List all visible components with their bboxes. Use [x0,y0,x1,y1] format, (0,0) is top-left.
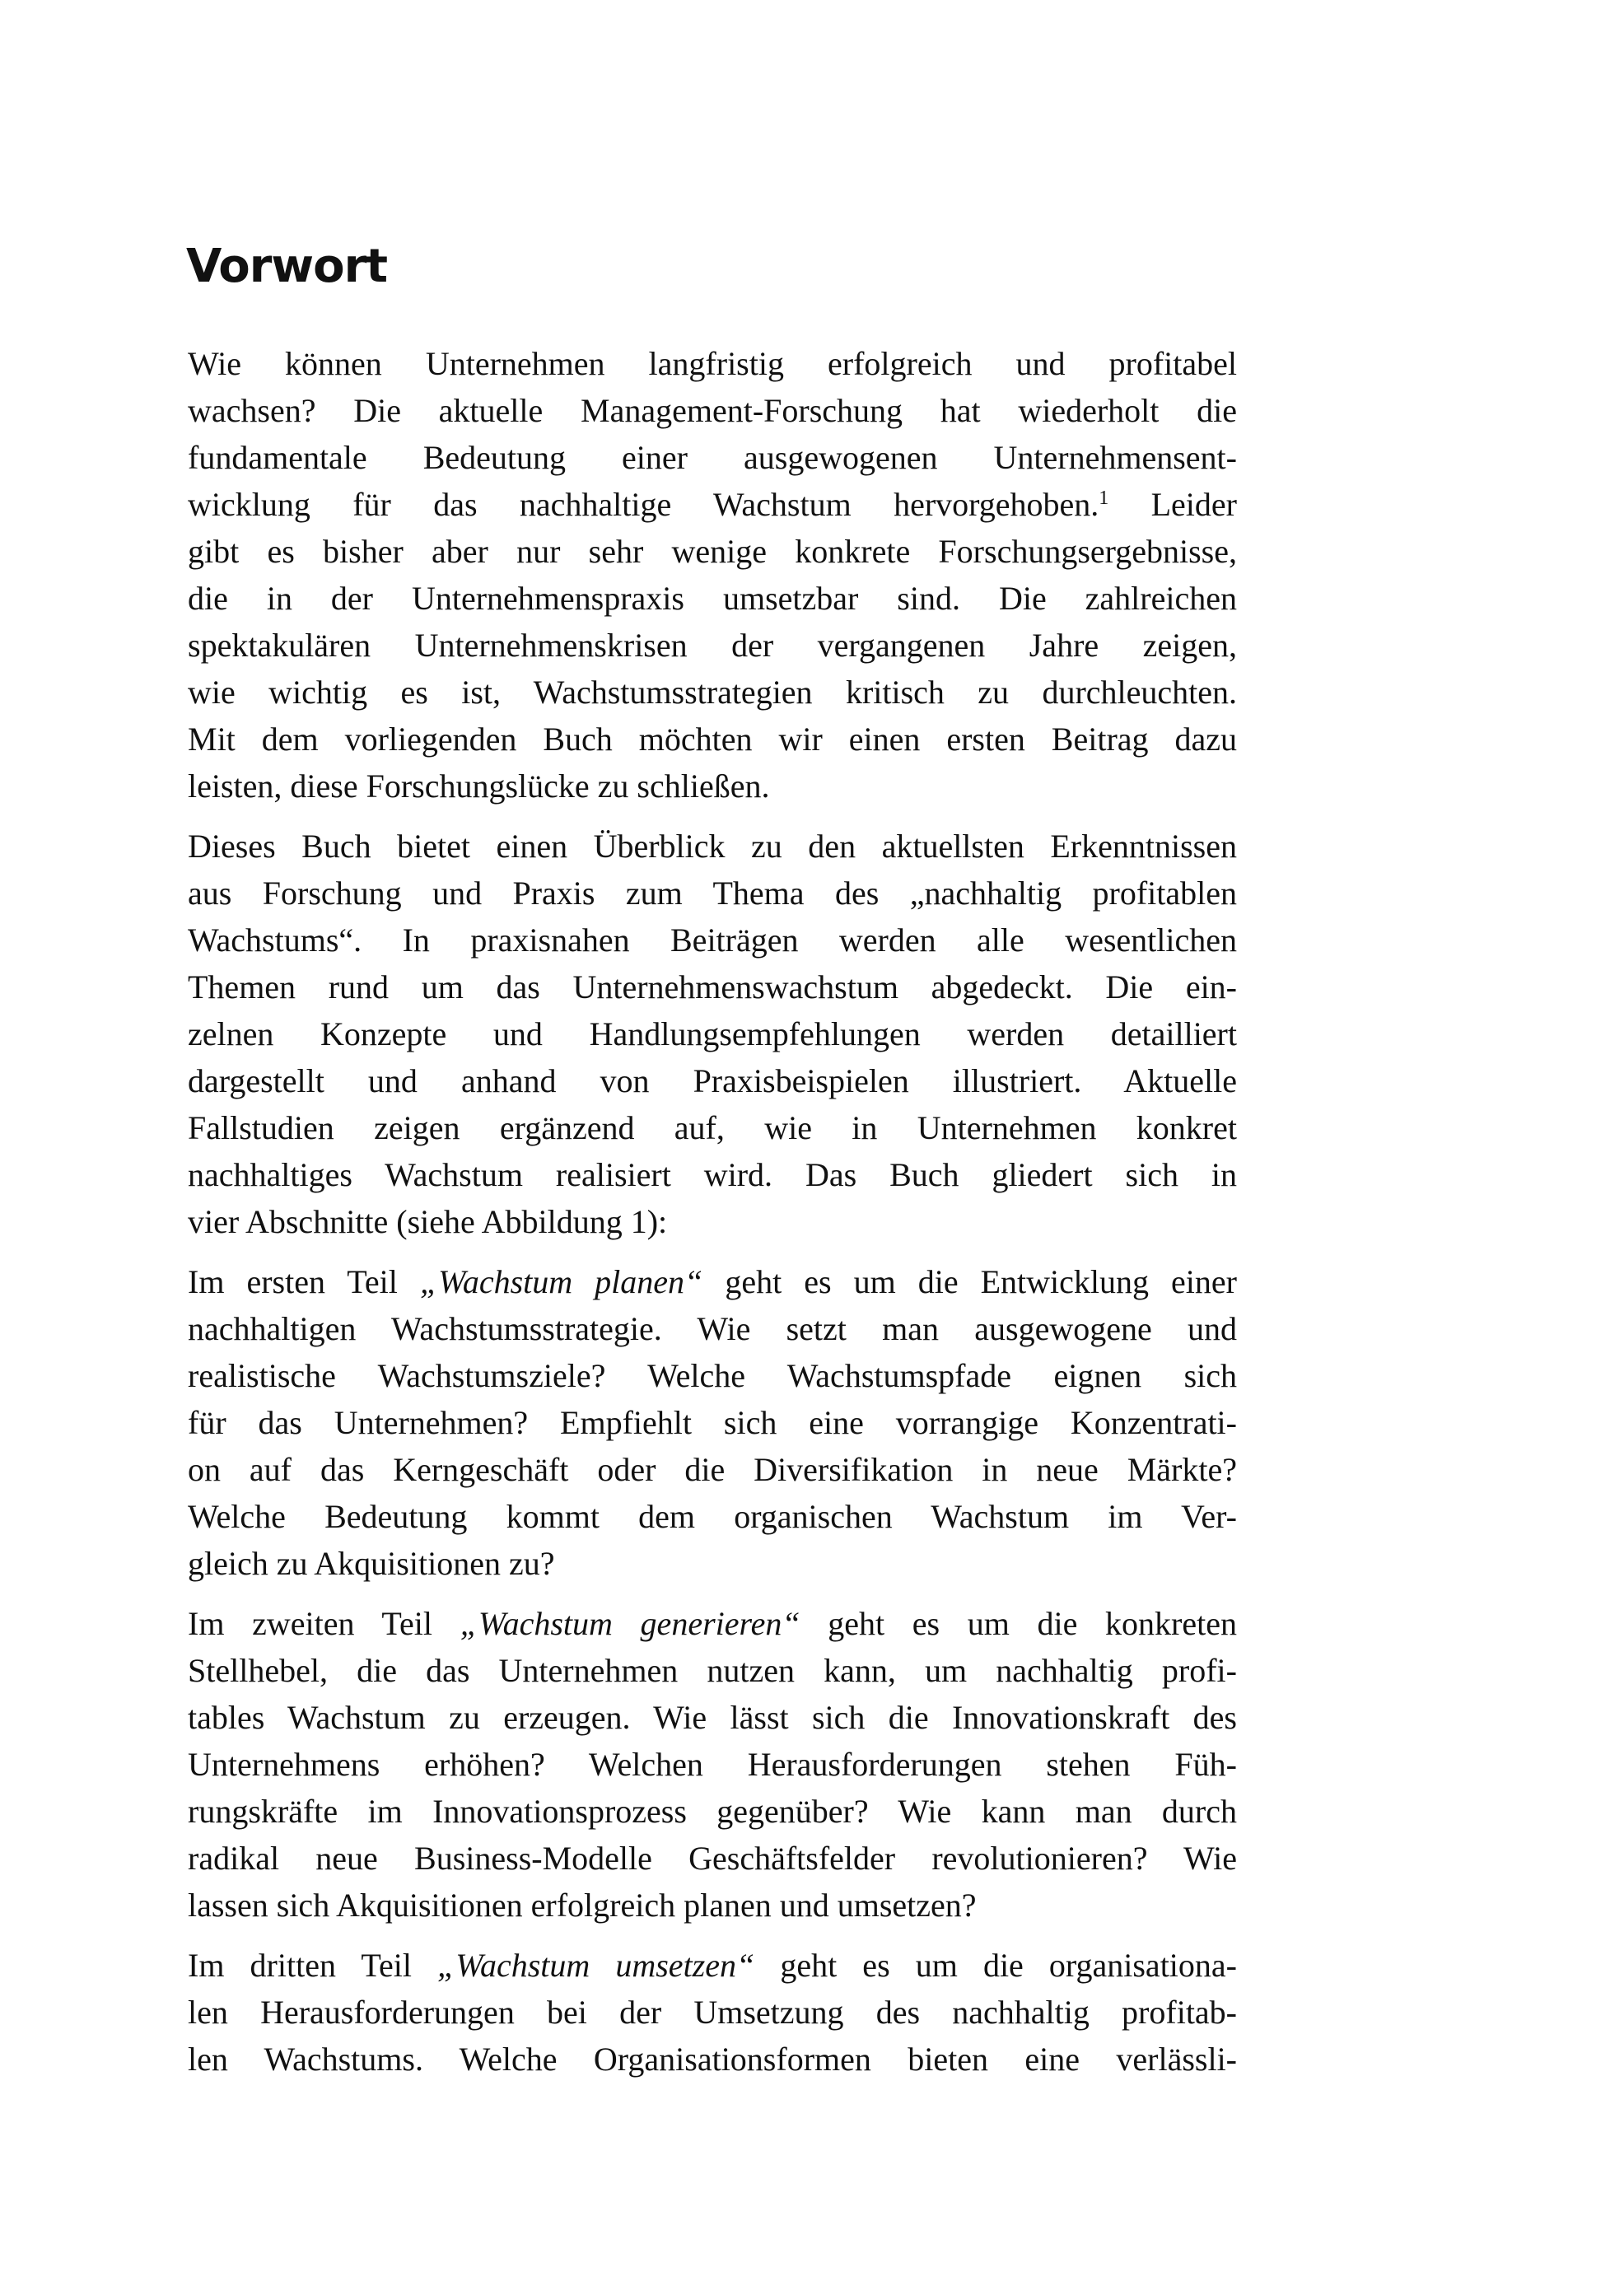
text-segment: Wie können Unternehmen langfristig erfolgreich und profitabel [188,345,1237,382]
text-segment: geht es um die Entwicklung einer [702,1263,1237,1300]
text-line [188,1446,1237,1493]
text-segment: Mit dem vorliegenden Buch möchten wir einen ersten Beitrag dazu [188,721,1237,758]
text-line [188,870,1237,917]
paragraph [188,1258,1237,1587]
text-segment: für das Unternehmen? Empfiehlt sich eine vorrangige Konzentrati- [188,1404,1237,1441]
text-segment: zelnen Konzepte und Handlungsempfehlungen werden detailliert [188,1015,1237,1052]
text-segment: gibt es bisher aber nur sehr wenige konkrete Forschungsergebnisse, [188,533,1237,570]
text-segment: nachhaltigen Wachstumsstrategie. Wie setzt man ausgewogene und [188,1310,1237,1347]
paragraph [188,340,1237,809]
text-line [188,917,1237,963]
footnote-marker: 1 [1099,488,1109,509]
text-line [188,1352,1237,1399]
text-line [188,387,1237,434]
text-line [188,575,1237,622]
text-line [188,1989,1237,2036]
text-line [188,669,1237,716]
text-line [188,340,1237,387]
text-segment: die in der Unternehmenspraxis umsetzbar sind. Die zahlreichen [188,580,1237,617]
text-segment: on auf das Kerngeschäft oder die Diversifikation in neue Märkte? [188,1451,1237,1488]
text-line [188,1151,1237,1198]
paragraph [188,1600,1237,1929]
text-segment: Im dritten Teil [188,1947,438,1984]
text-line [188,763,1237,809]
text-segment: len Herausforderungen bei der Umsetzung des nachhaltig profitab- [188,1994,1237,2031]
text-segment: lassen sich Akquisitionen erfolgreich planen und umsetzen? [188,1887,977,1924]
paragraph [188,823,1237,1245]
text-segment: radikal neue Business-Modelle Geschäftsfelder revolutionieren? Wie [188,1840,1237,1877]
text-line [188,2036,1237,2083]
text-line [188,1788,1237,1835]
text-segment: wicklung für das nachhaltige Wachstum hervorgehoben. [188,486,1099,523]
text-line [188,1104,1237,1151]
text-segment: dargestellt und anhand von Praxisbeispielen illustriert. Aktuelle [188,1062,1237,1099]
text-segment: wie wichtig es ist, Wachstumsstrategien kritisch zu durchleuchten. [188,674,1237,711]
text-segment: Welche Bedeutung kommt dem organischen Wachstum im Ver- [188,1498,1237,1535]
text-segment: aus Forschung und Praxis zum Thema des „nachhaltig profitablen [188,875,1237,912]
page-title: Vorwort [186,240,387,293]
text-segment: tables Wachstum zu erzeugen. Wie lässt sich die Innovationskraft des [188,1699,1237,1736]
text-line [188,1305,1237,1352]
text-line [188,823,1237,870]
text-segment: fundamentale Bedeutung einer ausgewogenen Unternehmensent- [188,439,1237,476]
text-segment: Fallstudien zeigen ergänzend auf, wie in Unternehmen konkret [188,1109,1237,1146]
text-segment: Im zweiten Teil [188,1605,460,1642]
text-segment: realistische Wachstumsziele? Welche Wachstumspfade eignen sich [188,1357,1237,1394]
italic-text: „Wachstum generieren“ [460,1605,800,1642]
text-line [188,1694,1237,1741]
text-line [188,1540,1237,1587]
text-line [188,1399,1237,1446]
text-segment: rungskräfte im Innovationsprozess gegenüber? Wie kann man durch [188,1793,1237,1830]
text-segment: Leider [1108,486,1237,523]
text-segment: Unternehmens erhöhen? Welchen Herausforderungen stehen Füh- [188,1746,1237,1783]
text-segment: Im ersten Teil [188,1263,420,1300]
text-segment: wachsen? Die aktuelle Management-Forschung hat wiederholt die [188,392,1237,429]
text-segment: Themen rund um das Unternehmenswachstum abgedeckt. Die ein- [188,968,1237,1005]
text-line [188,622,1237,669]
body-text [188,340,1237,2096]
text-segment: geht es um die organisationa- [754,1947,1237,1984]
italic-text: „Wachstum planen“ [419,1263,703,1300]
text-line [188,1942,1237,1989]
text-line [188,1258,1237,1305]
italic-text: „Wachstum umsetzen“ [437,1947,755,1984]
text-line [188,1882,1237,1929]
text-segment: Dieses Buch bietet einen Überblick zu den aktuellsten Erkenntnissen [188,828,1237,865]
paragraph [188,1942,1237,2083]
text-segment: vier Abschnitte (siehe Abbildung 1): [188,1203,668,1240]
text-line [188,716,1237,763]
text-line [188,1198,1237,1245]
text-line [188,528,1237,575]
text-line [188,1741,1237,1788]
text-segment: spektakulären Unternehmenskrisen der vergangenen Jahre zeigen, [188,627,1237,664]
text-line [188,434,1237,481]
text-line [188,1647,1237,1694]
text-segment: Wachstums“. In praxisnahen Beiträgen werden alle wesentlichen [188,921,1237,959]
text-segment: len Wachstums. Welche Organisationsformen bieten eine verlässli- [188,2041,1237,2078]
text-line [188,1057,1237,1104]
text-segment: leisten, diese Forschungslücke zu schließen. [188,767,770,805]
text-line [188,1010,1237,1057]
text-segment: nachhaltiges Wachstum realisiert wird. Das Buch gliedert sich in [188,1156,1237,1193]
text-segment: gleich zu Akquisitionen zu? [188,1545,555,1582]
text-line [188,1835,1237,1882]
text-line [188,1600,1237,1647]
text-line [188,1493,1237,1540]
text-segment: Stellhebel, die das Unternehmen nutzen kann, um nachhaltig profi- [188,1652,1237,1689]
text-line [188,481,1237,528]
text-segment: geht es um die konkreten [800,1605,1237,1642]
text-line [188,963,1237,1010]
